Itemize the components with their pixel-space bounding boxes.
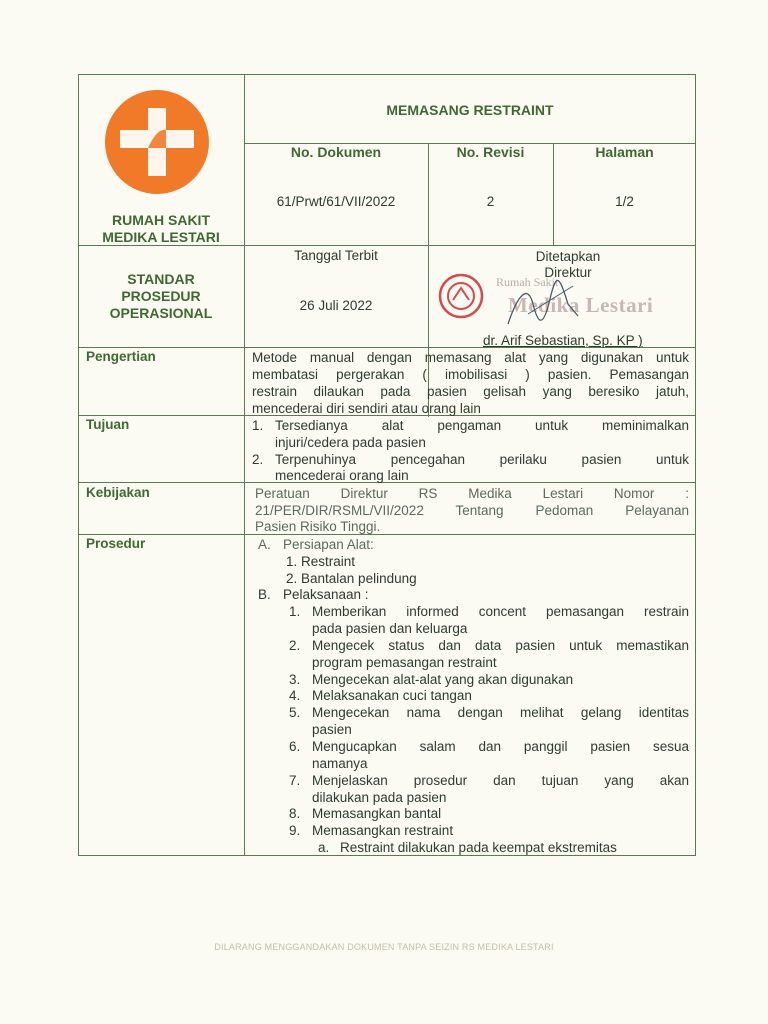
pengertian-line: mencederai diri sendiri atau orang lain [252,401,481,416]
step-number: 1. [289,604,301,619]
kebijakan-line: 21/PER/DIR/RSML/VII/2022 Tentang Pedoman Pelayanan [255,503,689,518]
column-divider [244,74,245,856]
tujuan-item-line: Tersedianya alat pengaman untuk meminimalkan [275,418,689,433]
pengertian-line: restrain dilaukan pada pasien gelisah yang beresiko jatuh, [252,384,689,399]
sop-line3: OPERASIONAL [109,305,213,321]
section-b-title: Pelaksanaan : [283,587,369,602]
pengertian-line: Metode manual dengan memasang alat yang digunakan untuk [252,350,689,365]
step-number: 6. [289,739,301,754]
step-line: pasien [312,722,352,737]
kebijakan-line: Pasien Risiko Tinggi. [255,519,381,534]
step-line: Memasangkan bantal [312,806,442,821]
step-number: 9. [289,823,301,838]
step-line: Mengucapkan salam dan panggil pasien sesua [312,739,689,754]
issued-label: Tanggal Terbit [294,248,378,263]
set-by-label: Ditetapkan [535,249,601,264]
step-number: 2. [289,638,301,653]
section-b-marker: B. [258,587,271,602]
hospital-name-line2: MEDIKA LESTARI [102,229,220,245]
set-by-role: Direktur [544,265,592,280]
step-line: Melaksanakan cuci tangan [312,688,472,703]
step-line: dilakukan pada pasien [312,790,447,805]
table-border-right [695,74,696,856]
sop-line1: STANDAR [127,271,195,287]
hospital-stamp-icon [436,272,486,320]
step-line: Menjelaskan prosedur dan tujuan yang akan [312,773,689,788]
step-line: namanya [312,756,368,771]
step-line: Memasangkan restraint [312,823,454,838]
tool-item: 2. Bantalan pelindung [286,571,417,586]
doc-number-value: 61/Prwt/61/VII/2022 [276,194,396,209]
step-line: Mengecekan alat-alat yang akan digunakan [312,672,574,687]
tujuan-item-number: 1. [252,418,264,433]
kebijakan-label: Kebijakan [86,485,150,500]
page-value: 1/2 [615,194,634,209]
step-line: Mengecek status dan data pasien untuk memastikan [312,638,689,653]
table-border-left [78,74,79,856]
sop-line2: PROSEDUR [121,288,201,304]
tujuan-item-line: Terpenuhinya pencegahan perilaku pasien untuk [275,452,689,467]
stamp-text-small: Rumah Sakit [496,275,559,289]
step-line: Mengecekan nama dengan melihat gelang identitas [312,705,689,720]
tujuan-item-line: mencederai orang lain [275,468,409,483]
step-line: pada pasien dan keluarga [312,621,468,636]
document-title: MEMASANG RESTRAINT [386,102,554,118]
signer-name: dr. Arif Sebastian, Sp. KP ) [483,333,643,348]
stamp-text-large: Medika Lestari [508,293,654,317]
tujuan-item-line: injuri/cedera pada pasien [275,435,426,450]
tujuan-item-number: 2. [252,452,264,467]
tujuan-label: Tujuan [86,417,130,432]
step-number: 8. [289,806,301,821]
pengertian-label: Pengertian [86,349,156,364]
tool-item: 1. Restraint [286,554,356,569]
issued-date: 26 Juli 2022 [299,298,373,313]
sub-step-text: Restraint dilakukan pada keempat ekstremitas [340,840,617,855]
step-number: 5. [289,705,301,720]
revision-label: No. Revisi [456,144,525,160]
prosedur-label: Prosedur [86,536,146,551]
table-border-top [78,74,696,75]
step-number: 4. [289,688,301,703]
sub-step-marker: a. [318,840,330,855]
step-number: 3. [289,672,301,687]
step-number: 7. [289,773,301,788]
step-line: program pemasangan restraint [312,655,497,670]
doc-number-label: No. Dokumen [290,144,382,160]
kebijakan-line: Peratuan Direktur RS Medika Lestari Nomor : [255,486,689,501]
cross-logo-icon [100,88,214,196]
revision-value: 2 [486,194,495,209]
pengertian-line: membatasi pergerakan ( imobilisasi ) pasien. Pemasangan [252,367,689,382]
step-line: Memberikan informed concent pemasangan restrain [312,604,689,619]
page-footer: DILARANG MENGGANDAKAN DOKUMEN TANPA SEIZIN RS MEDIKA LESTARI [214,942,554,952]
section-a-marker: A. [258,537,271,552]
section-a-title: Persiapan Alat: [283,537,374,552]
hospital-name-line1: RUMAH SAKIT [112,212,210,228]
page-label: Halaman [595,144,654,160]
signature-icon [498,274,608,334]
